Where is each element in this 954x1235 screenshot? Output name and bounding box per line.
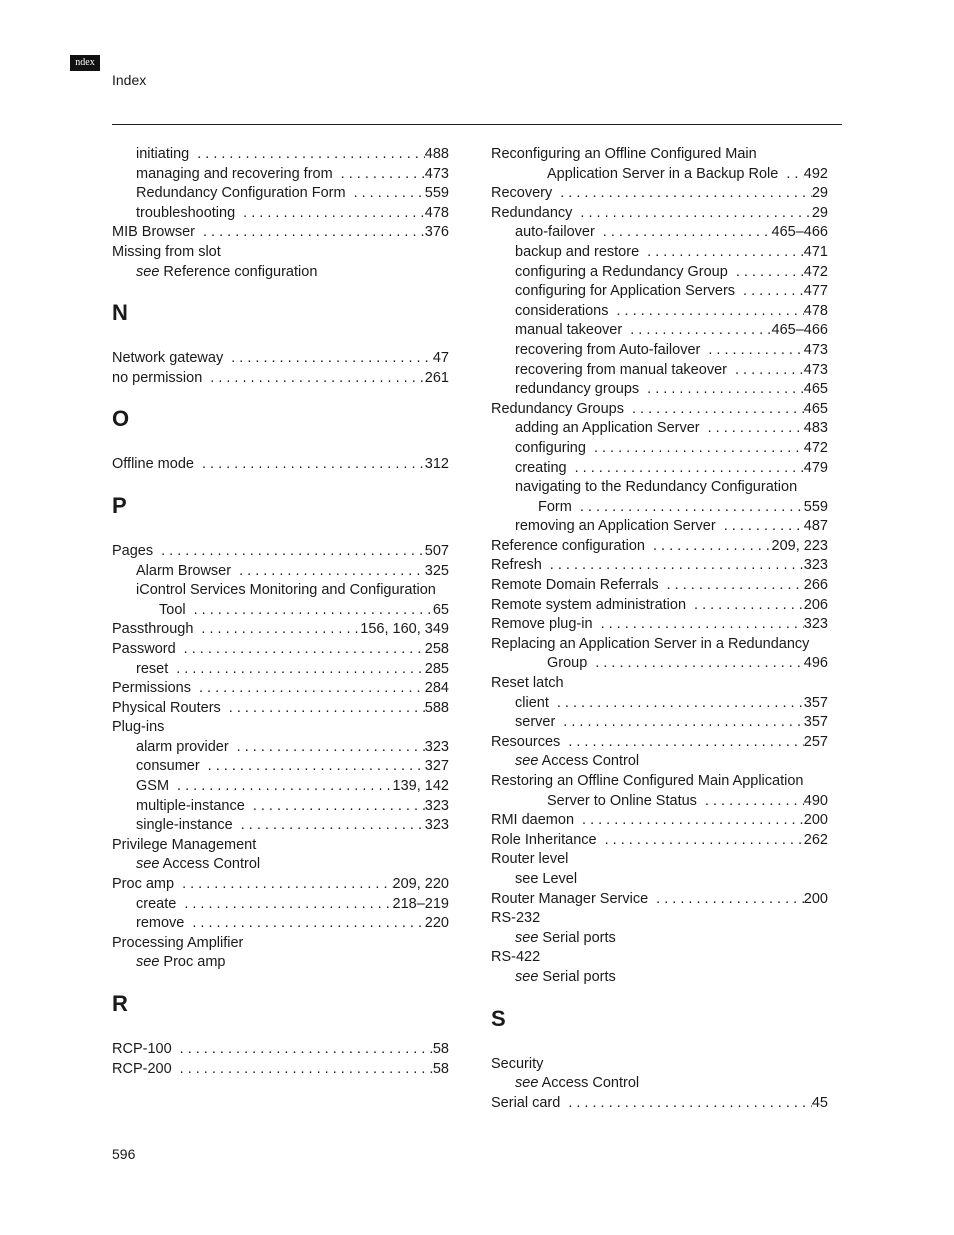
header-rule xyxy=(112,124,842,125)
index-entry xyxy=(112,757,449,777)
index-entry xyxy=(112,797,449,817)
entry-pages: 200 xyxy=(803,812,828,829)
dot-leader xyxy=(172,1060,433,1080)
see-target: Serial ports xyxy=(542,929,616,946)
entry-term: RCP-200 xyxy=(112,1060,172,1077)
index-entry xyxy=(112,679,449,699)
index-entry xyxy=(491,1094,828,1114)
index-entry xyxy=(491,576,828,596)
index-heading: RS-232 xyxy=(491,910,541,927)
entry-pages: 478 xyxy=(424,204,449,221)
index-entry xyxy=(112,640,449,660)
index-entry xyxy=(112,204,449,224)
index-entry xyxy=(112,738,449,758)
index-entry xyxy=(112,699,449,719)
section-letter: S xyxy=(491,1005,506,1031)
index-entry xyxy=(491,792,828,812)
index-entry xyxy=(491,361,828,381)
entry-pages: 45 xyxy=(811,1094,828,1111)
dot-leader xyxy=(716,517,804,537)
entry-term: creating xyxy=(515,459,567,476)
index-entry xyxy=(491,459,828,479)
entry-pages: 325 xyxy=(424,562,449,579)
index-heading: Restoring an Offline Configured Main Application xyxy=(491,773,804,789)
entry-pages: 487 xyxy=(803,518,828,535)
entry-pages: 465–466 xyxy=(771,224,828,241)
index-entry xyxy=(491,419,828,439)
entry-pages: 47 xyxy=(432,350,449,367)
index-entry xyxy=(112,145,449,165)
dot-leader xyxy=(735,282,804,302)
dot-leader xyxy=(168,660,425,680)
entry-term: managing and recovering from xyxy=(136,165,333,182)
entry-term: Router Manager Service xyxy=(491,890,649,907)
entry-pages: 200 xyxy=(803,890,828,907)
dot-leader xyxy=(560,733,803,753)
index-entry xyxy=(491,302,828,322)
entry-term: Group xyxy=(547,655,588,672)
entry-pages: 323 xyxy=(424,797,449,814)
section-tab: ndex xyxy=(70,55,100,71)
index-entry xyxy=(112,455,449,475)
index-entry xyxy=(491,243,828,263)
running-head: Index xyxy=(112,72,147,88)
entry-pages: 465 xyxy=(803,381,828,398)
entry-pages: 465–466 xyxy=(771,322,828,339)
dot-leader xyxy=(194,455,425,475)
index-entry xyxy=(112,914,449,934)
see-reference xyxy=(112,263,449,283)
section-letter: P xyxy=(112,492,127,518)
index-entry xyxy=(491,165,828,185)
index-entry xyxy=(112,660,449,680)
dot-leader xyxy=(153,542,425,562)
dot-leader xyxy=(174,875,392,895)
entry-pages: 323 xyxy=(424,817,449,834)
entry-pages: 490 xyxy=(803,792,828,809)
entry-term: configuring a Redundancy Group xyxy=(515,263,728,280)
see-label: see xyxy=(136,263,160,280)
dot-leader xyxy=(200,757,425,777)
entry-pages: 588 xyxy=(424,699,449,716)
dot-leader xyxy=(223,349,433,369)
entry-pages: 323 xyxy=(803,616,828,633)
dot-leader xyxy=(700,341,803,361)
entry-term: Permissions xyxy=(112,680,191,697)
index-entry xyxy=(112,816,449,836)
entry-pages: 58 xyxy=(432,1060,449,1077)
page-number: 596 xyxy=(112,1146,136,1162)
entry-pages: 488 xyxy=(424,146,449,162)
dot-leader xyxy=(193,620,360,640)
section-letter: R xyxy=(112,991,128,1016)
entry-term: RMI daemon xyxy=(491,812,575,829)
entry-pages: 559 xyxy=(803,498,828,515)
index-column-left xyxy=(112,145,449,1079)
dot-leader xyxy=(586,439,804,459)
dot-leader xyxy=(645,537,772,557)
entry-term: Pages xyxy=(112,542,154,559)
entry-pages: 483 xyxy=(803,420,828,437)
entry-pages: 220 xyxy=(424,915,449,932)
entry-pages: 465 xyxy=(803,400,828,417)
index-entry xyxy=(491,556,828,576)
index-entry xyxy=(491,321,828,341)
dot-leader xyxy=(549,694,804,714)
see-target: Access Control xyxy=(162,856,261,873)
entry-pages: 471 xyxy=(803,243,828,260)
dot-leader xyxy=(195,223,425,243)
entry-term: Redundancy Groups xyxy=(491,400,624,417)
index-entry xyxy=(112,223,449,243)
see-reference xyxy=(112,953,449,973)
entry-pages: 285 xyxy=(424,660,449,677)
index-entry xyxy=(112,620,449,640)
dot-leader xyxy=(595,223,772,243)
entry-term: Offline mode xyxy=(112,456,194,473)
dot-leader xyxy=(624,400,804,420)
index-heading: Privilege Management xyxy=(112,836,257,853)
entry-term: backup and restore xyxy=(515,243,640,260)
index-entry xyxy=(491,654,828,674)
index-entry xyxy=(491,596,828,616)
index-entry xyxy=(112,542,449,562)
index-entry xyxy=(491,498,828,518)
entry-term: Network gateway xyxy=(112,350,224,367)
dot-leader xyxy=(727,361,804,381)
letter-spacer xyxy=(491,1045,828,1055)
entry-term: multiple-instance xyxy=(136,797,245,814)
entry-term: considerations xyxy=(515,302,609,319)
entry-pages: 261 xyxy=(424,369,449,386)
entry-pages: 323 xyxy=(424,738,449,755)
dot-leader xyxy=(572,498,804,518)
index-entry xyxy=(112,777,449,797)
see-reference xyxy=(491,1074,828,1094)
entry-pages: 257 xyxy=(803,733,828,750)
see-label: see xyxy=(515,929,539,946)
entry-pages: 29 xyxy=(811,185,828,202)
index-entry xyxy=(491,537,828,557)
entry-term: configuring xyxy=(515,439,586,456)
entry-pages: 492 xyxy=(803,165,828,182)
dot-leader xyxy=(235,204,425,224)
index-entry xyxy=(491,400,828,420)
entry-term: MIB Browser xyxy=(112,224,195,241)
index-entry xyxy=(491,204,828,224)
entry-pages: 65 xyxy=(432,601,449,618)
index-entry xyxy=(491,263,828,283)
entry-pages: 473 xyxy=(803,341,828,358)
entry-term: Remove plug-in xyxy=(491,616,593,633)
entry-pages: 478 xyxy=(803,302,828,319)
index-entry xyxy=(491,380,828,400)
dot-leader xyxy=(593,615,804,635)
letter-spacer xyxy=(112,532,449,542)
entry-pages: 559 xyxy=(424,185,449,202)
entry-pages: 357 xyxy=(803,714,828,731)
see-reference xyxy=(491,929,828,949)
dot-leader xyxy=(587,654,803,674)
entry-term: Redundancy Configuration Form xyxy=(136,185,346,202)
dot-leader xyxy=(231,562,425,582)
see-target: Proc amp xyxy=(163,954,226,971)
entry-pages: 507 xyxy=(424,542,449,559)
dot-leader xyxy=(202,369,425,389)
dot-leader xyxy=(609,302,804,322)
entry-term: Recovery xyxy=(491,185,553,202)
entry-term: GSM xyxy=(136,778,170,795)
index-heading: iControl Services Monitoring and Configuration xyxy=(136,582,436,599)
dot-leader xyxy=(542,556,804,576)
index-entry xyxy=(112,165,449,185)
dot-leader xyxy=(648,890,804,910)
see-reference xyxy=(491,968,828,988)
entry-term: Refresh xyxy=(491,557,542,574)
entry-term: Form xyxy=(538,498,572,515)
entry-term: Tool xyxy=(159,601,186,618)
entry-term: adding an Application Server xyxy=(515,420,700,437)
dot-leader xyxy=(700,419,804,439)
dot-leader xyxy=(191,679,425,699)
index-heading: Reset latch xyxy=(491,675,564,692)
dot-leader xyxy=(184,914,424,934)
index-column-right xyxy=(491,145,828,1113)
entry-pages: 206 xyxy=(803,596,828,613)
entry-term: reset xyxy=(136,660,169,677)
index-entry xyxy=(112,1060,449,1080)
index-entry xyxy=(491,694,828,714)
entry-pages: 376 xyxy=(424,224,449,241)
entry-pages: 496 xyxy=(803,655,828,672)
entry-term: Serial card xyxy=(491,1094,561,1111)
entry-pages: 477 xyxy=(803,283,828,300)
entry-term: Password xyxy=(112,640,176,657)
entry-pages: 29 xyxy=(811,204,828,221)
entry-term: Remote system administration xyxy=(491,596,687,613)
dot-leader xyxy=(567,459,804,479)
entry-term: RCP-100 xyxy=(112,1041,172,1057)
dot-leader xyxy=(555,713,804,733)
dot-leader xyxy=(597,831,804,851)
index-entry xyxy=(491,733,828,753)
index-heading: navigating to the Redundancy Configuration xyxy=(515,479,798,496)
entry-term: redundancy groups xyxy=(515,381,640,398)
dot-leader xyxy=(189,145,425,165)
see-label: see xyxy=(515,753,539,770)
index-entry xyxy=(491,439,828,459)
entry-pages: 357 xyxy=(803,694,828,711)
index-entry xyxy=(491,615,828,635)
entry-term: recovering from Auto-failover xyxy=(515,341,701,358)
entry-term: Passthrough xyxy=(112,621,194,638)
index-heading: Processing Amplifier xyxy=(112,934,244,951)
dot-leader xyxy=(245,797,425,817)
entry-pages: 473 xyxy=(424,165,449,182)
entry-pages: 209, 220 xyxy=(392,876,449,893)
dot-leader xyxy=(346,184,425,204)
dot-leader xyxy=(728,263,804,283)
dot-leader xyxy=(229,738,425,758)
dot-leader xyxy=(659,576,804,596)
index-entry xyxy=(112,1040,449,1060)
entry-term: no permission xyxy=(112,369,203,386)
index-heading: Replacing an Application Server in a Redundancy xyxy=(491,635,810,652)
entry-term: Resources xyxy=(491,733,561,750)
entry-term: Server to Online Status xyxy=(547,792,697,809)
entry-term: Redundancy xyxy=(491,204,573,221)
entry-term: create xyxy=(136,895,177,912)
entry-pages: 266 xyxy=(803,577,828,594)
index-entry xyxy=(491,341,828,361)
entry-term: consumer xyxy=(136,758,200,775)
entry-pages: 218–219 xyxy=(392,895,449,912)
dot-leader xyxy=(686,596,804,616)
entry-term: auto-failover xyxy=(515,224,595,241)
entry-pages: 156, 160, 349 xyxy=(360,621,449,638)
entry-term: troubleshooting xyxy=(136,204,236,221)
index-heading: Security xyxy=(491,1055,544,1072)
index-entry xyxy=(112,369,449,389)
entry-pages: 284 xyxy=(424,680,449,697)
entry-term: remove xyxy=(136,915,185,932)
index-entry xyxy=(112,601,449,621)
index-entry xyxy=(491,223,828,243)
entry-term: configuring for Application Servers xyxy=(515,283,736,300)
entry-term: alarm provider xyxy=(136,738,229,755)
entry-pages: 258 xyxy=(424,640,449,657)
dot-leader xyxy=(572,204,811,224)
dot-leader xyxy=(221,699,425,719)
entry-term: single-instance xyxy=(136,817,233,834)
dot-leader xyxy=(169,777,393,797)
index-heading: Router level xyxy=(491,851,569,868)
index-entry xyxy=(491,517,828,537)
see-target: Access Control xyxy=(541,753,640,770)
entry-pages: 312 xyxy=(424,456,449,473)
dot-leader xyxy=(552,184,812,204)
entry-term: Alarm Browser xyxy=(136,562,232,579)
index-entry xyxy=(491,713,828,733)
see-target: Serial ports xyxy=(542,968,616,985)
dot-leader xyxy=(176,895,392,915)
letter-spacer xyxy=(112,339,449,349)
section-letter: N xyxy=(112,300,128,326)
section-letter: O xyxy=(112,406,130,432)
index-entry xyxy=(112,562,449,582)
entry-pages: 209, 223 xyxy=(771,537,828,554)
entry-pages: 58 xyxy=(432,1041,449,1057)
index-entry xyxy=(491,282,828,302)
entry-term: manual takeover xyxy=(515,322,623,339)
letter-spacer xyxy=(112,445,449,455)
entry-term: Role Inheritance xyxy=(491,831,597,848)
dot-leader xyxy=(639,380,804,400)
entry-term: Remote Domain Referrals xyxy=(491,577,659,594)
dot-leader xyxy=(176,640,425,660)
dot-leader xyxy=(778,165,803,185)
entry-term: initiating xyxy=(136,146,190,162)
dot-leader xyxy=(172,1040,433,1060)
index-entry xyxy=(491,890,828,910)
index-heading: RS-422 xyxy=(491,949,541,966)
dot-leader xyxy=(639,243,804,263)
see-target: Reference configuration xyxy=(163,263,318,280)
dot-leader xyxy=(333,165,425,185)
entry-pages: 327 xyxy=(424,758,449,775)
see-reference xyxy=(491,752,828,772)
index-heading: Plug-ins xyxy=(112,719,165,736)
entry-term: Application Server in a Backup Role xyxy=(547,165,779,182)
index-heading: Missing from slot xyxy=(112,243,221,260)
entry-term: recovering from manual takeover xyxy=(515,361,727,378)
see-reference xyxy=(112,855,449,875)
index-heading: Reconfiguring an Offline Configured Main xyxy=(491,146,757,162)
letter-spacer xyxy=(112,1030,449,1040)
dot-leader xyxy=(233,816,425,836)
see-label: see xyxy=(136,856,160,873)
index-entry xyxy=(112,349,449,369)
see-target: Access Control xyxy=(541,1075,640,1092)
dot-leader xyxy=(574,811,804,831)
index-entry xyxy=(112,184,449,204)
dot-leader xyxy=(697,792,804,812)
entry-pages: 479 xyxy=(803,459,828,476)
index-entry xyxy=(112,895,449,915)
entry-term: server xyxy=(515,714,556,731)
entry-pages: 323 xyxy=(803,557,828,574)
entry-pages: 139, 142 xyxy=(392,778,449,795)
index-entry xyxy=(491,184,828,204)
index-heading: see Level xyxy=(515,870,578,887)
see-label: see xyxy=(515,1075,539,1092)
dot-leader xyxy=(186,601,433,621)
entry-term: Reference configuration xyxy=(491,537,645,554)
entry-term: removing an Application Server xyxy=(515,518,716,535)
index-entry xyxy=(491,831,828,851)
index-entry xyxy=(112,875,449,895)
see-label: see xyxy=(515,968,539,985)
dot-leader xyxy=(560,1094,812,1114)
dot-leader xyxy=(622,321,771,341)
entry-term: Physical Routers xyxy=(112,699,221,716)
see-label: see xyxy=(136,954,160,971)
entry-pages: 472 xyxy=(803,263,828,280)
entry-term: Proc amp xyxy=(112,876,175,893)
entry-pages: 473 xyxy=(803,361,828,378)
entry-pages: 472 xyxy=(803,439,828,456)
entry-term: client xyxy=(515,694,549,711)
index-entry xyxy=(491,811,828,831)
entry-pages: 262 xyxy=(803,831,828,848)
